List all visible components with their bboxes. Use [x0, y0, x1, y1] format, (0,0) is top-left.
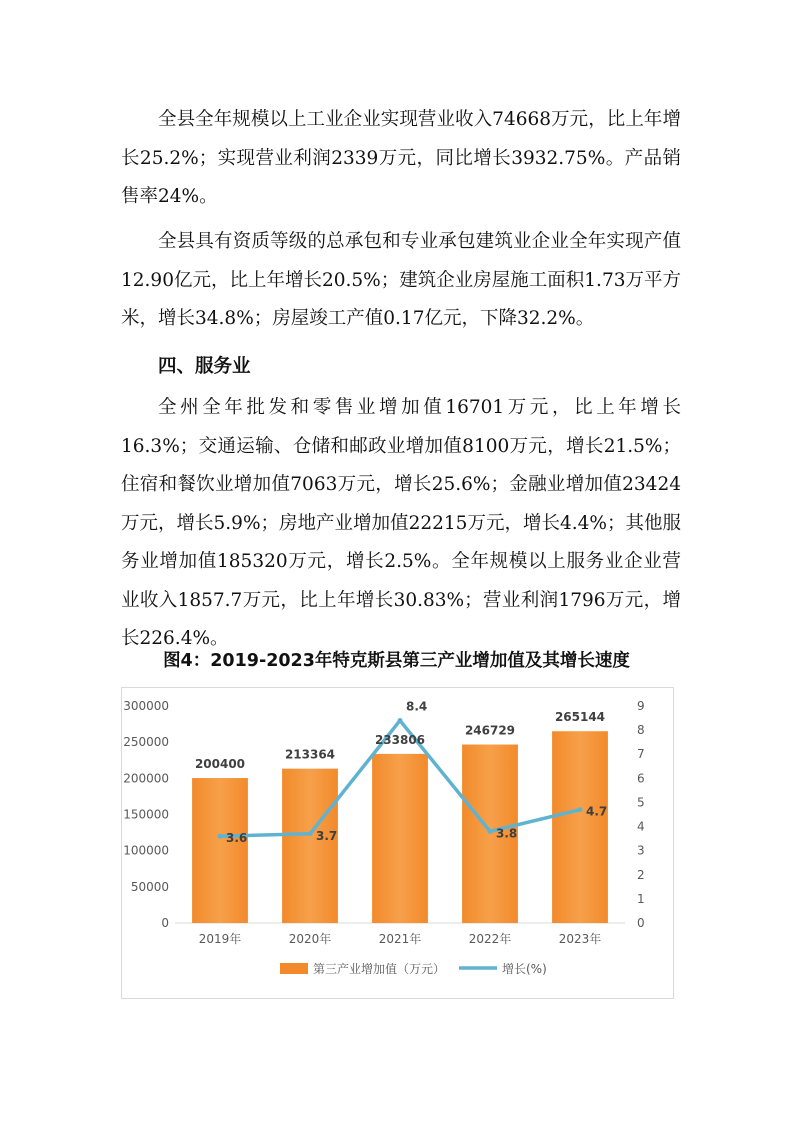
figure-caption: 图4：2019-2023年特克斯县第三产业增加值及其增长速度 — [163, 651, 630, 671]
y-right-tick-label: 2 — [637, 867, 645, 882]
bar-value-label: 213364 — [284, 747, 336, 762]
growth-value-label: 3.6 — [226, 831, 248, 846]
y-left-tick-label: 150000 — [123, 807, 169, 822]
x-tick-label: 2021年 — [378, 932, 422, 946]
bar-2019年 — [192, 778, 248, 923]
growth-point — [488, 829, 493, 834]
y-right-tick-label: 5 — [637, 795, 645, 810]
paragraph-services: 全州全年批发和零售业增加值16701万元，比上年增长16.3%；交通运输、仓储和邮政业增加值8100万元，增长21.5%；住宿和餐饮业增加值7063万元，增长25.6%；金融业增加值23424万元，增长5.9%；房地产业增加值22215万元，增长4.4%；其他服务业增加值185320万元，增长2.5%。全年规模以上服务业企业营业收入1857.7万元，比上年增长30.83%；营业利润1796万元，增长226.4%。 — [121, 397, 681, 649]
y-left-tick-label: 200000 — [123, 771, 169, 786]
bar-2020年 — [282, 769, 338, 923]
bar-2023年 — [552, 731, 608, 923]
growth-point — [218, 834, 223, 839]
growth-value-label: 4.7 — [586, 804, 608, 819]
growth-point — [398, 718, 403, 723]
y-right-tick-label: 6 — [637, 771, 645, 786]
x-tick-label: 2020年 — [288, 932, 332, 946]
y-right-tick-label: 3 — [637, 843, 645, 858]
y-right-tick-label: 7 — [637, 747, 645, 762]
bar-value-label: 265144 — [554, 710, 606, 725]
y-right-tick-label: 9 — [637, 699, 645, 713]
y-left-tick-label: 100000 — [123, 843, 169, 858]
y-right-tick-label: 8 — [637, 723, 645, 738]
x-tick-label: 2022年 — [468, 932, 512, 946]
growth-value-label: 3.7 — [316, 828, 338, 843]
growth-point — [578, 807, 583, 812]
bar-value-label: 200400 — [194, 757, 246, 772]
bar-2021年 — [372, 754, 428, 923]
bar-value-label: 233806 — [374, 732, 426, 747]
y-right-tick-label: 1 — [637, 891, 645, 906]
y-right-tick-label: 0 — [637, 916, 645, 930]
growth-value-label: 3.8 — [496, 826, 518, 841]
chart-frame — [121, 687, 674, 999]
y-left-tick-label: 50000 — [130, 879, 169, 894]
y-right-tick-label: 4 — [637, 819, 645, 834]
tertiary-industry-chart — [122, 688, 673, 998]
x-tick-label: 2023年 — [558, 932, 602, 946]
paragraph-construction: 全县具有资质等级的总承包和专业承包建筑业企业全年实现产值12.90亿元，比上年增长20.5%；建筑企业房屋施工面积1.73万平方米，增长34.8%；房屋竣工产值0.17亿元，下降32.2%。 — [121, 231, 681, 329]
legend-swatch-bar — [280, 963, 308, 974]
growth-point — [308, 831, 313, 836]
bar-value-label: 246729 — [464, 723, 516, 738]
y-left-tick-label: 300000 — [123, 699, 169, 713]
legend-label-bar: 第三产业增加值（万元） — [313, 962, 446, 976]
section-heading-services: 四、服务业 — [158, 356, 251, 377]
x-tick-label: 2019年 — [198, 932, 242, 946]
legend-label-line: 增长(%) — [502, 962, 547, 976]
y-left-tick-label: 250000 — [123, 735, 169, 750]
y-left-tick-label: 0 — [161, 916, 169, 930]
growth-value-label: 8.4 — [406, 699, 428, 714]
paragraph-industry: 全县全年规模以上工业企业实现营业收入74668万元，比上年增长25.2%；实现营业利润2339万元，同比增长3932.75%。产品销售率24%。 — [121, 109, 681, 207]
